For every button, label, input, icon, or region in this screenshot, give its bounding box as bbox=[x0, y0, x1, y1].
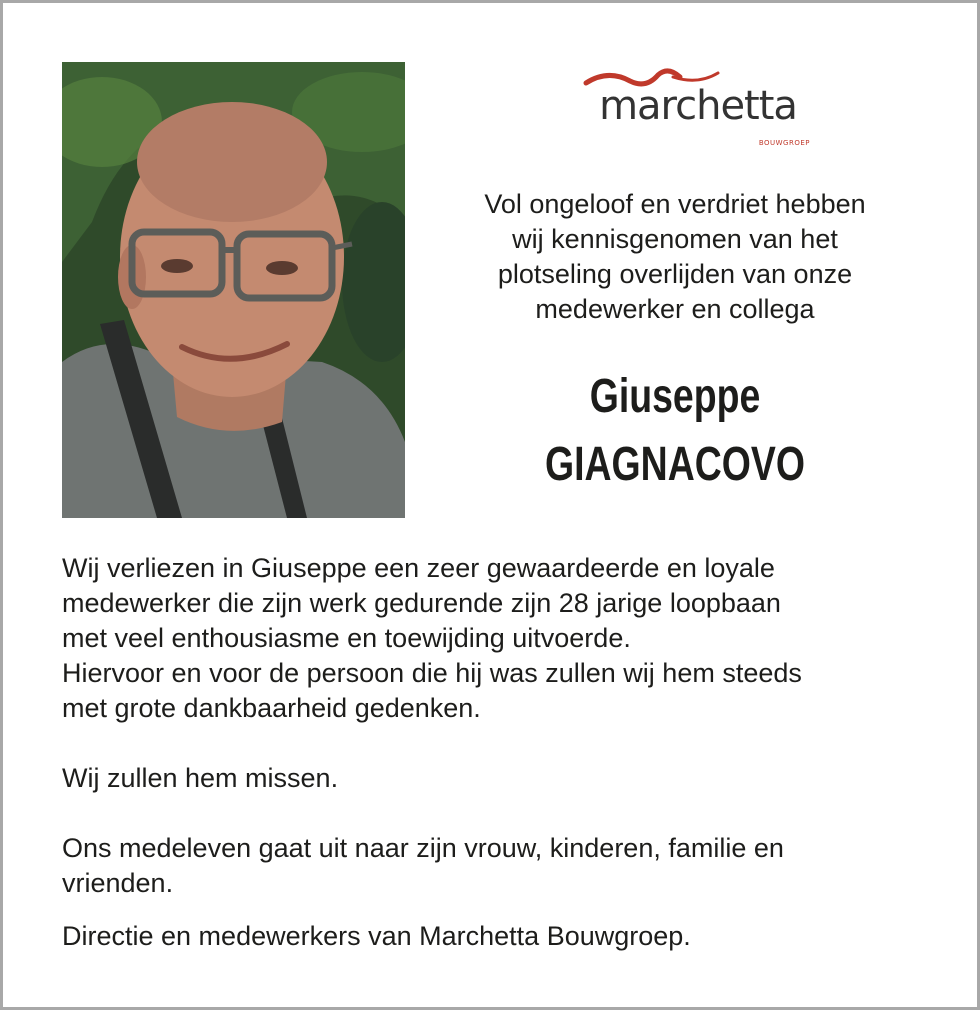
intro-text: Vol ongeloof en verdriet hebben wij kennisgenomen van het plotseling overlijden van onze medewerker en collega bbox=[484, 189, 866, 324]
signature: Directie en medewerkers van Marchetta Bouwgroep. bbox=[62, 921, 691, 951]
first-name: Giuseppe bbox=[589, 370, 761, 423]
paragraph-2: Wij zullen hem missen. bbox=[62, 763, 339, 793]
logo-tagline: BOUWGROEP bbox=[758, 139, 810, 147]
portrait-image bbox=[62, 62, 405, 518]
paragraph-3: Ons medeleven gaat uit naar zijn vrouw, kinderen, familie en vrienden. bbox=[62, 833, 784, 898]
portrait-photo bbox=[62, 62, 405, 518]
paragraph-1: Wij verliezen in Giuseppe een zeer gewaardeerde en loyale medewerker die zijn werk gedurende zijn 28 jarige loopbaan met veel enthousiasme en toewijding uitvoerde. Hiervoor en voor de persoon die hij was zullen wij hem steeds met grote dankbaarheid gedenken. bbox=[62, 553, 802, 723]
company-logo bbox=[558, 63, 838, 158]
deceased-name bbox=[486, 363, 864, 499]
body-text bbox=[62, 551, 962, 954]
logo-name: marchetta bbox=[599, 83, 797, 129]
last-name: GIAGNACOVO bbox=[544, 438, 806, 491]
